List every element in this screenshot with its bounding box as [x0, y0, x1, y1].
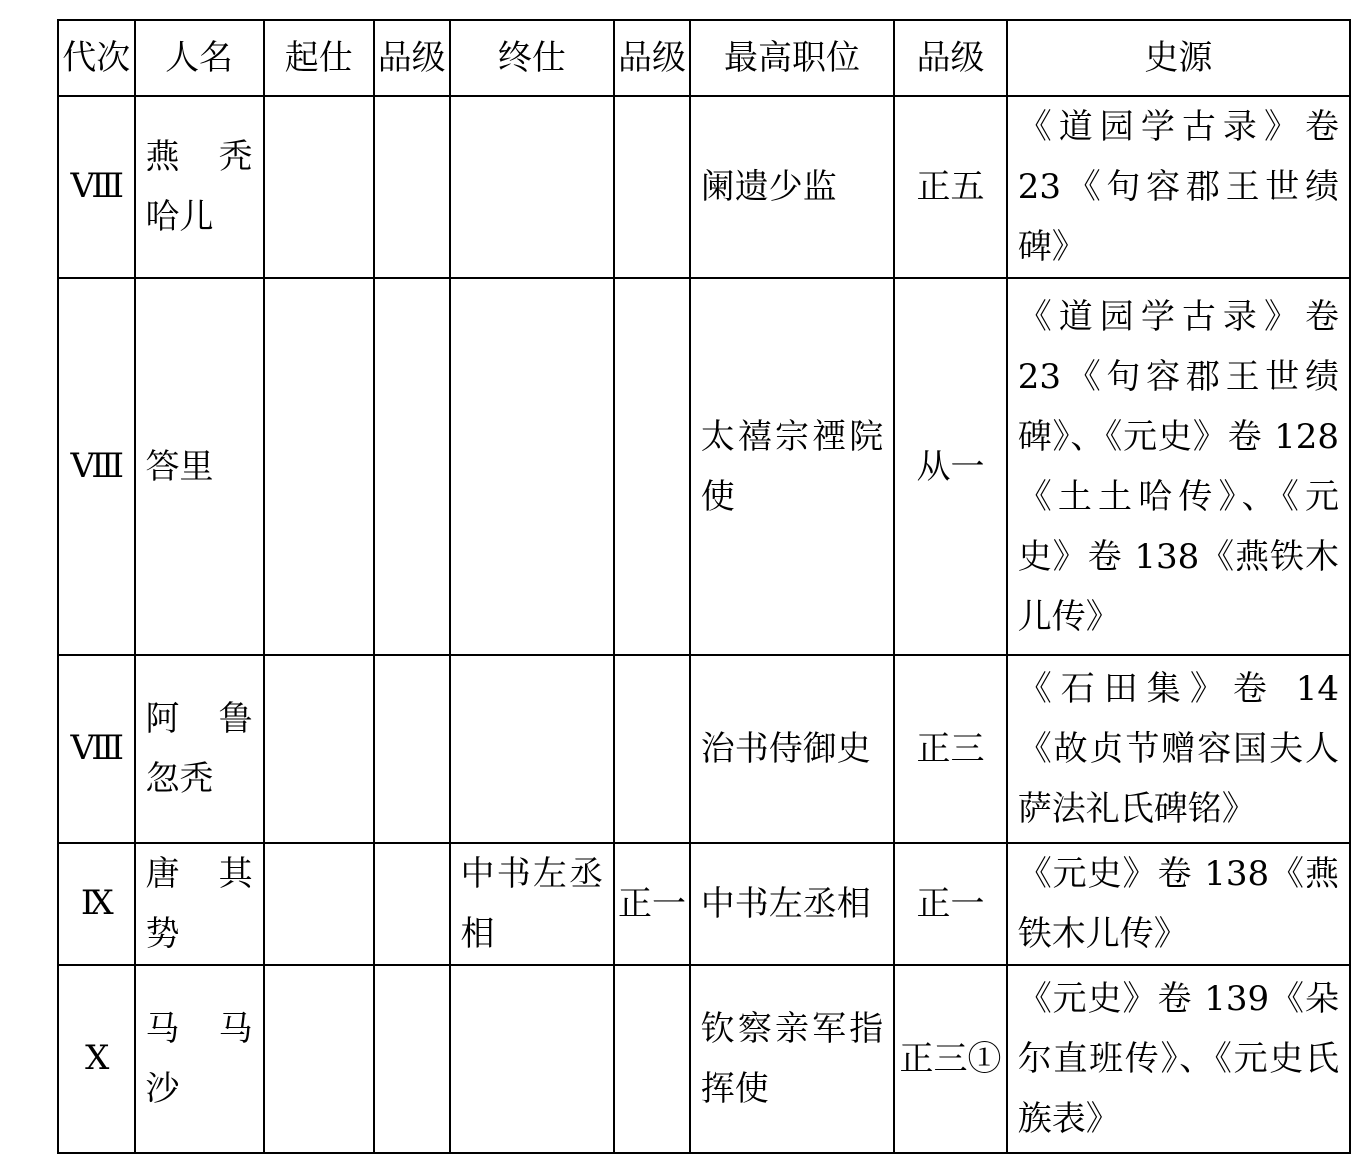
- cell-generation: Ⅷ: [58, 96, 135, 278]
- cell-name: [135, 655, 264, 843]
- cell-name: [135, 278, 264, 655]
- cell-grade-highest: 正三: [894, 655, 1006, 843]
- cell-highest-office: 阑遗少监: [690, 96, 895, 278]
- cell-grade-last: [614, 278, 690, 655]
- cell-highest-office: 太禧宗禋院使: [690, 278, 895, 655]
- cell-grade-highest: 正五: [894, 96, 1006, 278]
- cell-grade-last: [614, 965, 690, 1153]
- header-grade-first: 品级: [374, 20, 450, 96]
- name-line-2: 忽秃: [145, 759, 214, 799]
- cell-first-office: [264, 843, 374, 965]
- cell-generation: Ⅷ: [58, 278, 135, 655]
- cell-grade-first: [374, 278, 450, 655]
- header-highest-office: 最高职位: [690, 20, 895, 96]
- header-grade-highest: 品级: [894, 20, 1006, 96]
- cell-grade-last: [614, 96, 690, 278]
- cell-source: 《道园学古录》卷 23《句容郡王世绩碑》、《元史》卷 128《土土哈传》、《元史》卷 138《燕铁木儿传》: [1007, 278, 1350, 655]
- cell-generation: Ⅷ: [58, 655, 135, 843]
- table-row: [58, 278, 1350, 655]
- cell-last-office: [450, 96, 615, 278]
- table-row: [58, 96, 1350, 278]
- cell-grade-highest: 从一: [894, 278, 1006, 655]
- header-first-office: 起仕: [264, 20, 374, 96]
- cell-first-office: [264, 278, 374, 655]
- cell-name: [135, 843, 264, 965]
- cell-grade-first: [374, 655, 450, 843]
- cell-grade-first: [374, 965, 450, 1153]
- cell-source: 《元史》卷 138《燕铁木儿传》: [1007, 843, 1350, 965]
- cell-highest-office: 治书侍御史: [690, 655, 895, 843]
- name-line-2: 哈儿: [145, 197, 214, 237]
- name-line-1: 阿 鲁: [145, 699, 253, 739]
- cell-highest-office: 钦察亲军指挥使: [690, 965, 895, 1153]
- genealogy-table-container: [57, 19, 1351, 1154]
- cell-last-office: [450, 655, 615, 843]
- name-line-2: 势: [145, 914, 180, 954]
- cell-name: [135, 96, 264, 278]
- header-last-office: 终仕: [450, 20, 615, 96]
- header-source: 史源: [1007, 20, 1350, 96]
- cell-first-office: [264, 655, 374, 843]
- table-row: [58, 655, 1350, 843]
- cell-grade-last: 正一: [614, 843, 690, 965]
- cell-first-office: [264, 96, 374, 278]
- name-line-1: 答里: [145, 446, 214, 487]
- cell-grade-highest: 正三①: [894, 965, 1006, 1153]
- cell-grade-last: [614, 655, 690, 843]
- header-grade-last: 品级: [614, 20, 690, 96]
- cell-grade-first: [374, 96, 450, 278]
- table-row: [58, 965, 1350, 1153]
- cell-source: 《道园学古录》卷 23《句容郡王世绩碑》: [1007, 96, 1350, 278]
- cell-highest-office: 中书左丞相: [690, 843, 895, 965]
- header-row: [58, 20, 1350, 96]
- cell-grade-highest: 正一: [894, 843, 1006, 965]
- table-row: [58, 843, 1350, 965]
- cell-name: [135, 965, 264, 1153]
- name-line-1: 燕 秃: [145, 137, 253, 177]
- cell-last-office: [450, 278, 615, 655]
- cell-last-office: 中书左丞相: [450, 843, 615, 965]
- cell-source: 《元史》卷 139《朵尔直班传》、《元史氏族表》: [1007, 965, 1350, 1153]
- header-name: 人名: [135, 20, 264, 96]
- cell-generation: Ⅹ: [58, 965, 135, 1153]
- name-line-1: 唐 其: [145, 854, 253, 894]
- name-line-1: 马 马: [145, 1009, 253, 1049]
- cell-grade-first: [374, 843, 450, 965]
- cell-first-office: [264, 965, 374, 1153]
- cell-generation: Ⅸ: [58, 843, 135, 965]
- header-generation: 代次: [58, 20, 135, 96]
- name-line-2: 沙: [145, 1069, 180, 1109]
- cell-source: 《石田集》卷 14《故贞节赠容国夫人萨法礼氏碑铭》: [1007, 655, 1350, 843]
- genealogy-table: [57, 19, 1351, 1154]
- cell-last-office: [450, 965, 615, 1153]
